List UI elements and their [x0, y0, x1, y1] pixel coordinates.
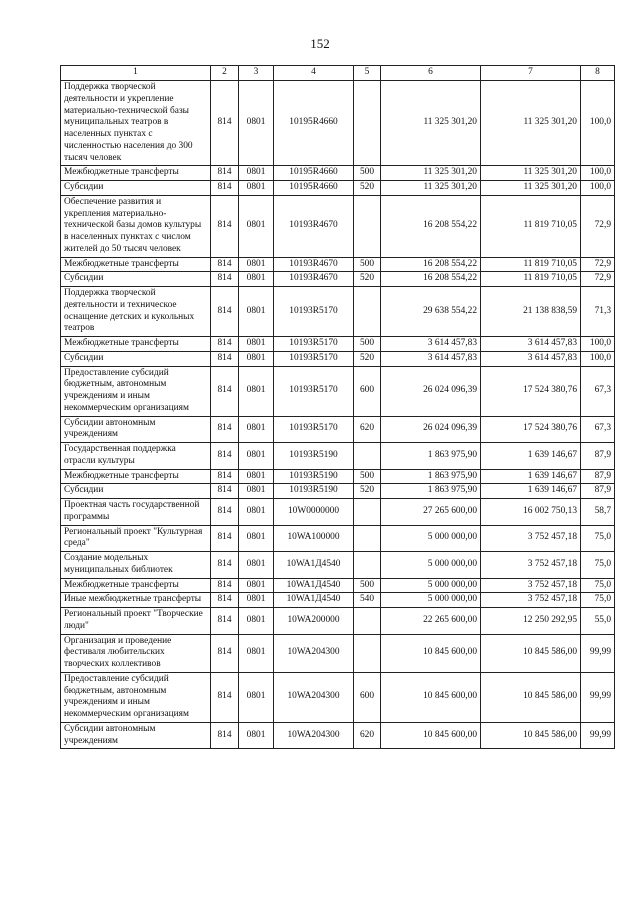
section-code-cell: 0801 — [239, 443, 274, 470]
target-article-cell: 10195R4660 — [274, 166, 354, 181]
header-cell: 2 — [211, 66, 239, 81]
ministry-code-cell: 814 — [211, 578, 239, 593]
planned-amount-cell: 1 863 975,90 — [381, 469, 481, 484]
section-code-cell: 0801 — [239, 593, 274, 608]
table-row — [61, 499, 615, 526]
target-article-cell: 10WA204300 — [274, 634, 354, 672]
planned-amount-cell: 16 208 554,22 — [381, 257, 481, 272]
planned-amount-cell: 1 863 975,90 — [381, 484, 481, 499]
percent-cell: 99,99 — [581, 722, 615, 749]
planned-amount-cell: 3 614 457,83 — [381, 337, 481, 352]
planned-amount-cell: 10 845 600,00 — [381, 722, 481, 749]
row-name-cell: Обеспечение развития и укрепления материально-технической базы домов культуры в населенных пунктах с числом жителей до 50 тысяч человек — [61, 195, 211, 257]
row-name-cell: Иные межбюджетные трансферты — [61, 593, 211, 608]
target-article-cell: 10195R4660 — [274, 181, 354, 196]
header-cell: 7 — [481, 66, 581, 81]
table-row — [61, 722, 615, 749]
percent-cell: 75,0 — [581, 578, 615, 593]
target-article-cell: 10193R5190 — [274, 469, 354, 484]
ministry-code-cell: 814 — [211, 181, 239, 196]
table-row — [61, 337, 615, 352]
planned-amount-cell: 16 208 554,22 — [381, 272, 481, 287]
planned-amount-cell: 27 265 600,00 — [381, 499, 481, 526]
target-article-cell: 10WA1Д4540 — [274, 552, 354, 579]
target-article-cell: 10195R4660 — [274, 81, 354, 166]
percent-cell: 67,3 — [581, 416, 615, 443]
ministry-code-cell: 814 — [211, 366, 239, 416]
table-row — [61, 484, 615, 499]
table-row — [61, 181, 615, 196]
section-code-cell: 0801 — [239, 578, 274, 593]
executed-amount-cell: 3 752 457,18 — [481, 552, 581, 579]
table-row — [61, 552, 615, 579]
planned-amount-cell: 10 845 600,00 — [381, 634, 481, 672]
percent-cell: 71,3 — [581, 287, 615, 337]
row-name-cell: Межбюджетные трансферты — [61, 578, 211, 593]
target-article-cell: 10WA204300 — [274, 672, 354, 722]
executed-amount-cell: 1 639 146,67 — [481, 484, 581, 499]
expense-type-cell: 520 — [354, 272, 381, 287]
planned-amount-cell: 1 863 975,90 — [381, 443, 481, 470]
executed-amount-cell: 11 325 301,20 — [481, 181, 581, 196]
expense-type-cell — [354, 443, 381, 470]
executed-amount-cell: 10 845 586,00 — [481, 722, 581, 749]
percent-cell: 58,7 — [581, 499, 615, 526]
table-row — [61, 416, 615, 443]
expense-type-cell: 500 — [354, 166, 381, 181]
expense-type-cell: 500 — [354, 578, 381, 593]
section-code-cell: 0801 — [239, 525, 274, 552]
expense-type-cell: 520 — [354, 351, 381, 366]
section-code-cell: 0801 — [239, 469, 274, 484]
target-article-cell: 10193R4670 — [274, 257, 354, 272]
table-row — [61, 366, 615, 416]
row-name-cell: Поддержка творческой деятельности и укрепление материально-технической базы муниципальных театров в населенных пунктах с численностью населения до 300 тысяч человек — [61, 81, 211, 166]
percent-cell: 75,0 — [581, 525, 615, 552]
percent-cell: 100,0 — [581, 337, 615, 352]
row-name-cell: Субсидии — [61, 181, 211, 196]
budget-table — [60, 65, 615, 749]
expense-type-cell — [354, 634, 381, 672]
expense-type-cell — [354, 499, 381, 526]
row-name-cell: Субсидии — [61, 484, 211, 499]
header-cell: 6 — [381, 66, 481, 81]
row-name-cell: Межбюджетные трансферты — [61, 469, 211, 484]
executed-amount-cell: 10 845 586,00 — [481, 634, 581, 672]
percent-cell: 87,9 — [581, 484, 615, 499]
table-row — [61, 287, 615, 337]
target-article-cell: 10WA100000 — [274, 525, 354, 552]
planned-amount-cell: 11 325 301,20 — [381, 81, 481, 166]
executed-amount-cell: 11 819 710,05 — [481, 272, 581, 287]
expense-type-cell — [354, 608, 381, 635]
ministry-code-cell: 814 — [211, 469, 239, 484]
ministry-code-cell: 814 — [211, 166, 239, 181]
table-row — [61, 351, 615, 366]
row-name-cell: Предоставление субсидий бюджетным, автономным учреждениям и иным некоммерческим организациям — [61, 672, 211, 722]
percent-cell: 75,0 — [581, 552, 615, 579]
ministry-code-cell: 814 — [211, 287, 239, 337]
planned-amount-cell: 5 000 000,00 — [381, 578, 481, 593]
ministry-code-cell: 814 — [211, 499, 239, 526]
target-article-cell: 10W0000000 — [274, 499, 354, 526]
expense-type-cell: 500 — [354, 257, 381, 272]
executed-amount-cell: 11 819 710,05 — [481, 257, 581, 272]
row-name-cell: Региональный проект "Творческие люди" — [61, 608, 211, 635]
section-code-cell: 0801 — [239, 552, 274, 579]
section-code-cell: 0801 — [239, 337, 274, 352]
section-code-cell: 0801 — [239, 499, 274, 526]
ministry-code-cell: 814 — [211, 608, 239, 635]
executed-amount-cell: 11 819 710,05 — [481, 195, 581, 257]
executed-amount-cell: 11 325 301,20 — [481, 81, 581, 166]
planned-amount-cell: 10 845 600,00 — [381, 672, 481, 722]
percent-cell: 87,9 — [581, 469, 615, 484]
table-row — [61, 166, 615, 181]
planned-amount-cell: 5 000 000,00 — [381, 552, 481, 579]
expense-type-cell: 520 — [354, 484, 381, 499]
row-name-cell: Субсидии автономным учреждениям — [61, 416, 211, 443]
ministry-code-cell: 814 — [211, 484, 239, 499]
expense-type-cell: 500 — [354, 469, 381, 484]
ministry-code-cell: 814 — [211, 722, 239, 749]
header-cell: 4 — [274, 66, 354, 81]
row-name-cell: Организация и проведение фестиваля любительских творческих коллективов — [61, 634, 211, 672]
page-number: 152 — [310, 36, 330, 51]
row-name-cell: Региональный проект "Культурная среда" — [61, 525, 211, 552]
target-article-cell: 10193R4670 — [274, 195, 354, 257]
section-code-cell: 0801 — [239, 366, 274, 416]
ministry-code-cell: 814 — [211, 593, 239, 608]
expense-type-cell: 600 — [354, 672, 381, 722]
target-article-cell: 10193R5170 — [274, 366, 354, 416]
percent-cell: 55,0 — [581, 608, 615, 635]
section-code-cell: 0801 — [239, 181, 274, 196]
section-code-cell: 0801 — [239, 166, 274, 181]
table-row — [61, 525, 615, 552]
header-cell: 1 — [61, 66, 211, 81]
executed-amount-cell: 3 752 457,18 — [481, 593, 581, 608]
table-body — [61, 81, 615, 749]
row-name-cell: Межбюджетные трансферты — [61, 166, 211, 181]
target-article-cell: 10WA204300 — [274, 722, 354, 749]
target-article-cell: 10WA200000 — [274, 608, 354, 635]
section-code-cell: 0801 — [239, 351, 274, 366]
target-article-cell: 10193R5190 — [274, 443, 354, 470]
percent-cell: 72,9 — [581, 257, 615, 272]
section-code-cell: 0801 — [239, 634, 274, 672]
section-code-cell: 0801 — [239, 608, 274, 635]
percent-cell: 100,0 — [581, 351, 615, 366]
ministry-code-cell: 814 — [211, 272, 239, 287]
percent-cell: 72,9 — [581, 195, 615, 257]
ministry-code-cell: 814 — [211, 257, 239, 272]
expense-type-cell: 500 — [354, 337, 381, 352]
row-name-cell: Проектная часть государственной программы — [61, 499, 211, 526]
row-name-cell: Государственная поддержка отрасли культуры — [61, 443, 211, 470]
section-code-cell: 0801 — [239, 722, 274, 749]
executed-amount-cell: 3 614 457,83 — [481, 337, 581, 352]
table-row — [61, 81, 615, 166]
percent-cell: 99,99 — [581, 672, 615, 722]
expense-type-cell: 620 — [354, 722, 381, 749]
percent-cell: 87,9 — [581, 443, 615, 470]
section-code-cell: 0801 — [239, 195, 274, 257]
ministry-code-cell: 814 — [211, 552, 239, 579]
planned-amount-cell: 11 325 301,20 — [381, 166, 481, 181]
ministry-code-cell: 814 — [211, 81, 239, 166]
table-row — [61, 608, 615, 635]
table-row — [61, 272, 615, 287]
table-row — [61, 672, 615, 722]
planned-amount-cell: 3 614 457,83 — [381, 351, 481, 366]
row-name-cell: Субсидии — [61, 272, 211, 287]
target-article-cell: 10193R4670 — [274, 272, 354, 287]
expense-type-cell — [354, 195, 381, 257]
table-row — [61, 634, 615, 672]
expense-type-cell — [354, 552, 381, 579]
ministry-code-cell: 814 — [211, 525, 239, 552]
planned-amount-cell: 26 024 096,39 — [381, 416, 481, 443]
table-row — [61, 593, 615, 608]
target-article-cell: 10WA1Д4540 — [274, 578, 354, 593]
target-article-cell: 10193R5170 — [274, 337, 354, 352]
row-name-cell: Межбюджетные трансферты — [61, 257, 211, 272]
row-name-cell: Создание модельных муниципальных библиотек — [61, 552, 211, 579]
executed-amount-cell: 17 524 380,76 — [481, 416, 581, 443]
ministry-code-cell: 814 — [211, 672, 239, 722]
ministry-code-cell: 814 — [211, 634, 239, 672]
table-row — [61, 257, 615, 272]
executed-amount-cell: 1 639 146,67 — [481, 443, 581, 470]
target-article-cell: 10193R5190 — [274, 484, 354, 499]
header-cell: 3 — [239, 66, 274, 81]
section-code-cell: 0801 — [239, 416, 274, 443]
section-code-cell: 0801 — [239, 287, 274, 337]
percent-cell: 67,3 — [581, 366, 615, 416]
row-name-cell: Субсидии — [61, 351, 211, 366]
percent-cell: 99,99 — [581, 634, 615, 672]
section-code-cell: 0801 — [239, 672, 274, 722]
percent-cell: 72,9 — [581, 272, 615, 287]
executed-amount-cell: 3 752 457,18 — [481, 525, 581, 552]
expense-type-cell — [354, 287, 381, 337]
planned-amount-cell: 5 000 000,00 — [381, 525, 481, 552]
expense-type-cell: 620 — [354, 416, 381, 443]
planned-amount-cell: 22 265 600,00 — [381, 608, 481, 635]
header-row — [61, 66, 615, 81]
expense-type-cell: 600 — [354, 366, 381, 416]
planned-amount-cell: 29 638 554,22 — [381, 287, 481, 337]
table-row — [61, 469, 615, 484]
executed-amount-cell: 11 325 301,20 — [481, 166, 581, 181]
planned-amount-cell: 11 325 301,20 — [381, 181, 481, 196]
ministry-code-cell: 814 — [211, 337, 239, 352]
expense-type-cell — [354, 81, 381, 166]
percent-cell: 75,0 — [581, 593, 615, 608]
section-code-cell: 0801 — [239, 81, 274, 166]
header-cell: 5 — [354, 66, 381, 81]
row-name-cell: Межбюджетные трансферты — [61, 337, 211, 352]
target-article-cell: 10193R5170 — [274, 287, 354, 337]
section-code-cell: 0801 — [239, 257, 274, 272]
expense-type-cell: 540 — [354, 593, 381, 608]
executed-amount-cell: 12 250 292,95 — [481, 608, 581, 635]
ministry-code-cell: 814 — [211, 416, 239, 443]
expense-type-cell — [354, 525, 381, 552]
header-cell: 8 — [581, 66, 615, 81]
planned-amount-cell: 5 000 000,00 — [381, 593, 481, 608]
ministry-code-cell: 814 — [211, 443, 239, 470]
table-row — [61, 578, 615, 593]
row-name-cell: Поддержка творческой деятельности и техническое оснащение детских и кукольных театров — [61, 287, 211, 337]
executed-amount-cell: 17 524 380,76 — [481, 366, 581, 416]
target-article-cell: 10193R5170 — [274, 416, 354, 443]
table-row — [61, 443, 615, 470]
expense-type-cell: 520 — [354, 181, 381, 196]
row-name-cell: Предоставление субсидий бюджетным, автономным учреждениям и иным некоммерческим организациям — [61, 366, 211, 416]
percent-cell: 100,0 — [581, 181, 615, 196]
planned-amount-cell: 16 208 554,22 — [381, 195, 481, 257]
executed-amount-cell: 3 614 457,83 — [481, 351, 581, 366]
executed-amount-cell: 21 138 838,59 — [481, 287, 581, 337]
target-article-cell: 10WA1Д4540 — [274, 593, 354, 608]
target-article-cell: 10193R5170 — [274, 351, 354, 366]
percent-cell: 100,0 — [581, 81, 615, 166]
executed-amount-cell: 1 639 146,67 — [481, 469, 581, 484]
ministry-code-cell: 814 — [211, 195, 239, 257]
section-code-cell: 0801 — [239, 484, 274, 499]
executed-amount-cell: 16 002 750,13 — [481, 499, 581, 526]
executed-amount-cell: 3 752 457,18 — [481, 578, 581, 593]
section-code-cell: 0801 — [239, 272, 274, 287]
table-row — [61, 195, 615, 257]
planned-amount-cell: 26 024 096,39 — [381, 366, 481, 416]
ministry-code-cell: 814 — [211, 351, 239, 366]
percent-cell: 100,0 — [581, 166, 615, 181]
executed-amount-cell: 10 845 586,00 — [481, 672, 581, 722]
row-name-cell: Субсидии автономным учреждениям — [61, 722, 211, 749]
